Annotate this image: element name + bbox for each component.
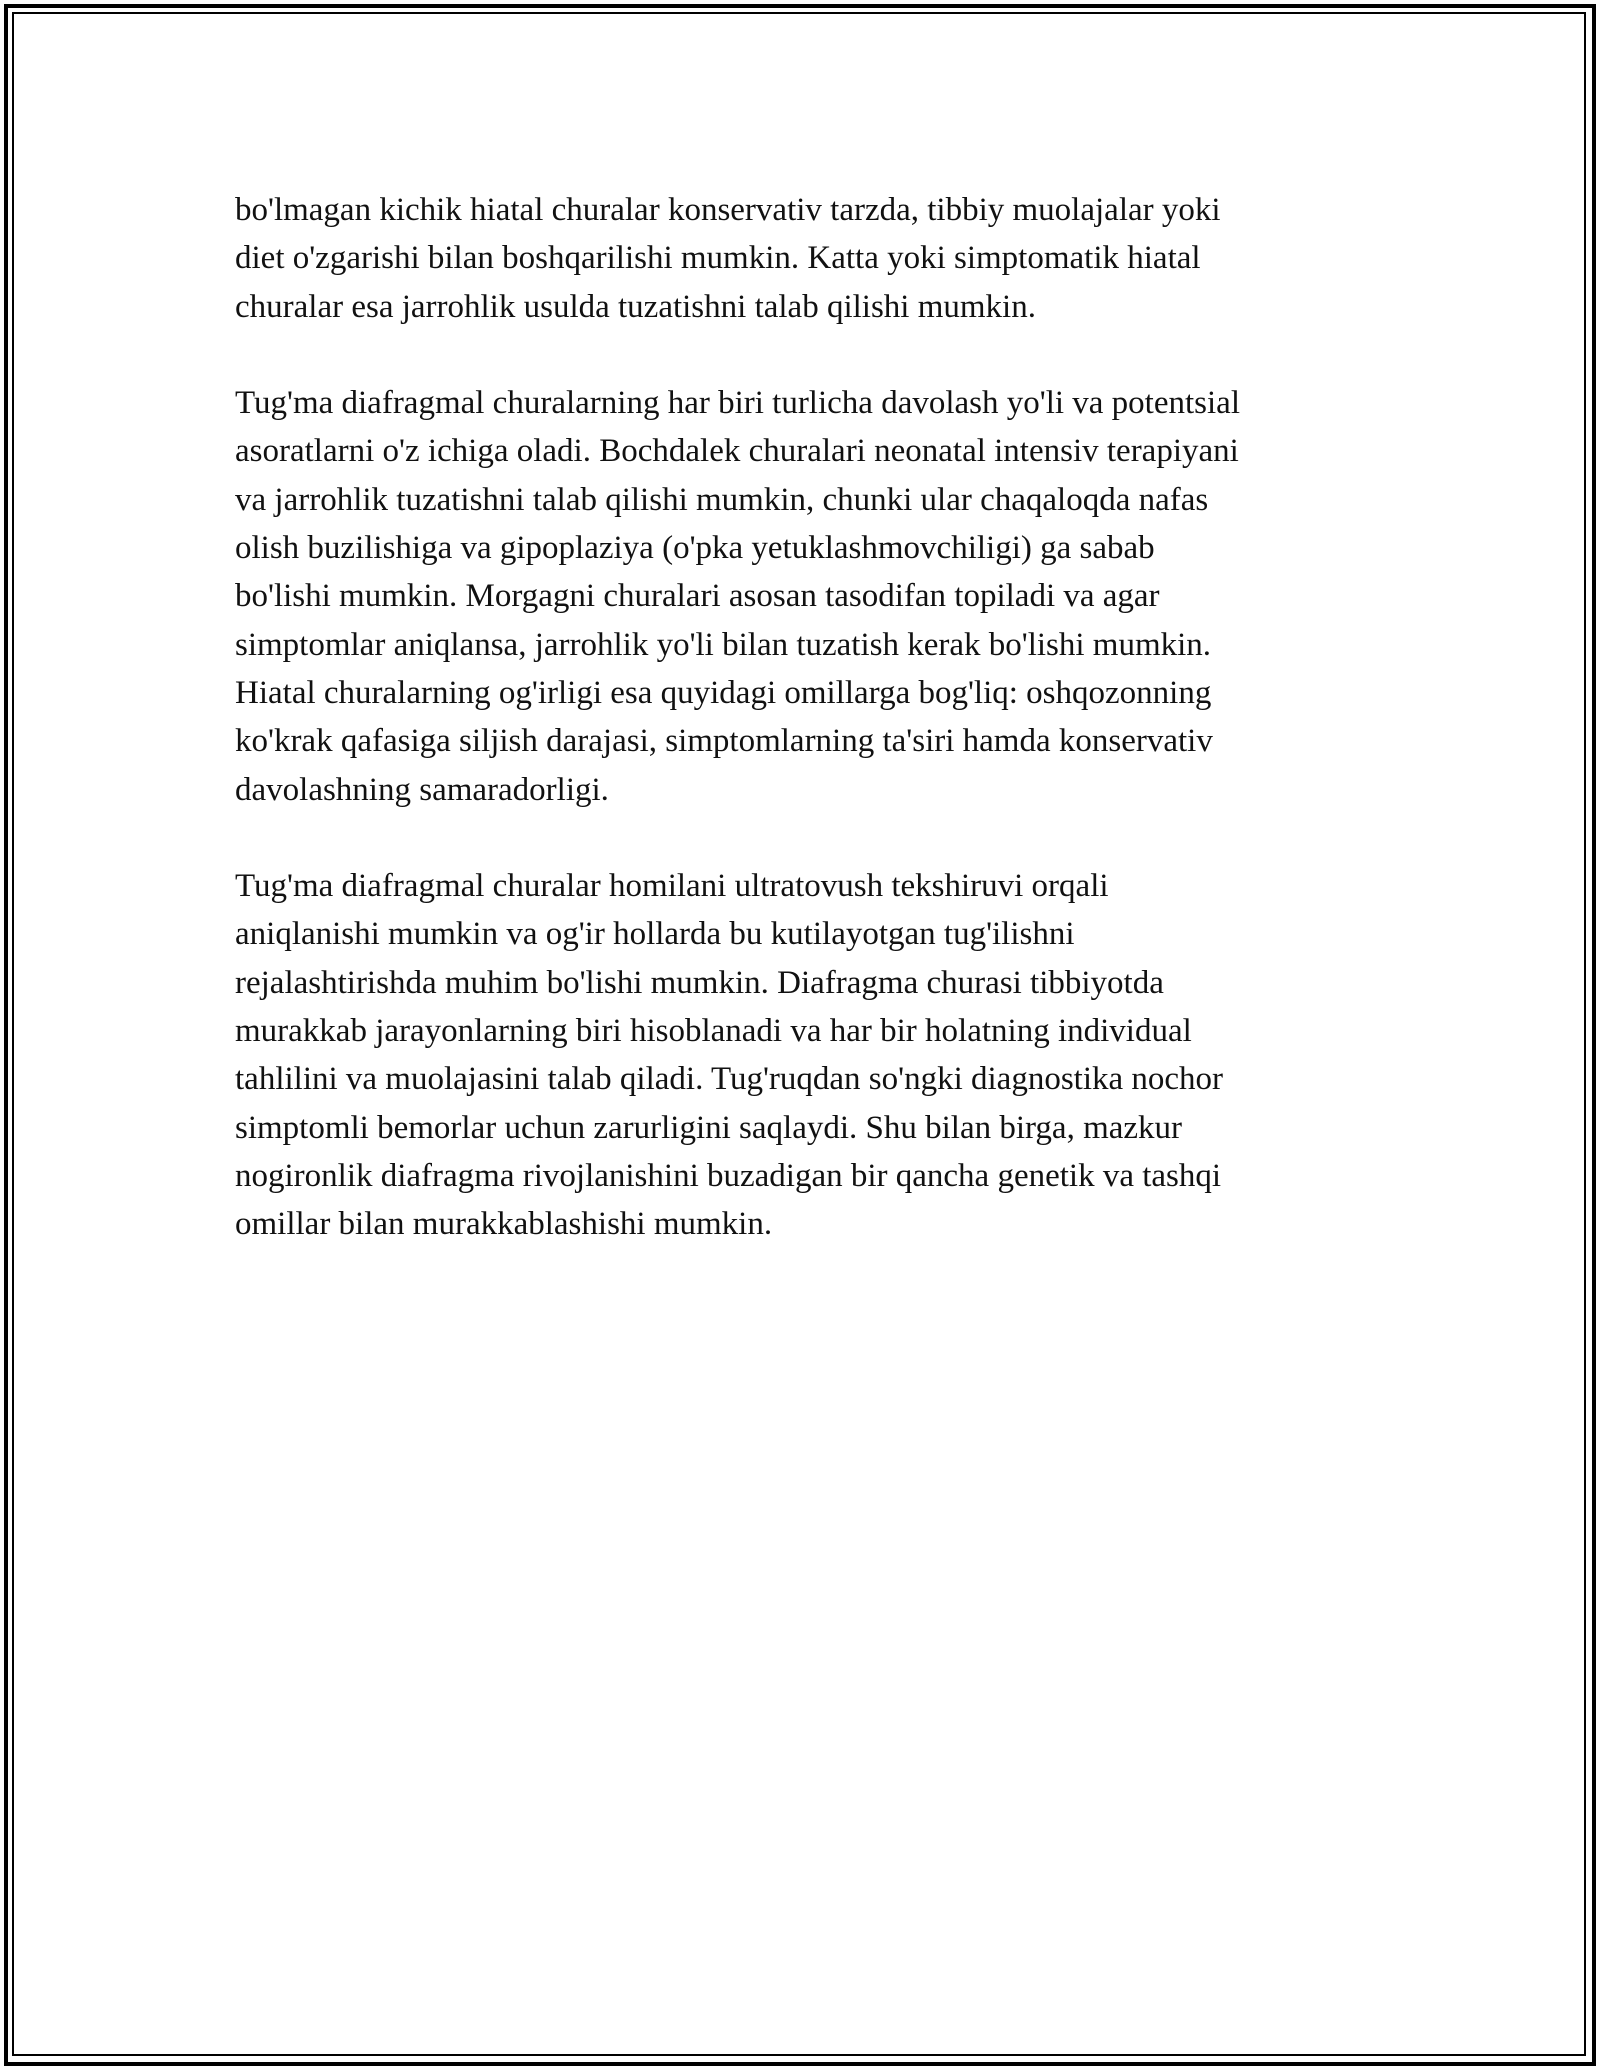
text-line: Hiatal churalarning og'irligi esa quyidagi omillarga bog'liq: oshqozonning — [235, 674, 1212, 711]
paragraph-1 — [235, 186, 1375, 331]
text-line: va jarrohlik tuzatishni talab qilishi mumkin, chunki ular chaqaloqda nafas — [235, 481, 1209, 518]
paragraph-3 — [235, 862, 1375, 1248]
text-line: olish buzilishiga va gipoplaziya (o'pka yetuklashmovchiligi) ga sabab — [235, 530, 1155, 567]
text-line: Tug'ma diafragmal churalarning har biri turlicha davolash yo'li va potentsial — [235, 385, 1240, 422]
text-line: bo'lmagan kichik hiatal churalar konservativ tarzda, tibbiy muolajalar yoki — [235, 192, 1221, 228]
text-line: simptomli bemorlar uchun zarurligini saqlaydi. Shu bilan birga, mazkur — [235, 1109, 1183, 1146]
paragraph-2 — [235, 379, 1375, 814]
text-line: davolashning samaradorligi. — [235, 771, 609, 808]
text-line: murakkab jarayonlarning biri hisoblanadi va har bir holatning individual — [235, 1013, 1192, 1050]
text-line: bo'lishi mumkin. Morgagni churalari asosan tasodifan topiladi va agar — [235, 578, 1160, 615]
text-line: rejalashtirishda muhim bo'lishi mumkin. Diafragma churasi tibbiyotda — [235, 964, 1164, 1001]
text-line: ko'krak qafasiga siljish darajasi, simptomlarning ta'siri hamda konservativ — [235, 723, 1213, 760]
text-line: simptomlar aniqlansa, jarrohlik yo'li bilan tuzatish kerak bo'lishi mumkin. — [235, 626, 1212, 663]
text-line: omillar bilan murakkablashishi mumkin. — [235, 1206, 773, 1243]
text-line: aniqlanishi mumkin va og'ir hollarda bu kutilayotgan tug'ilishni — [235, 916, 1075, 953]
text-line: churalar esa jarrohlik usulda tuzatishni talab qilishi mumkin. — [235, 288, 1036, 325]
text-line: nogironlik diafragma rivojlanishini buzadigan bir qancha genetik va tashqi — [235, 1157, 1222, 1194]
text-line: Tug'ma diafragmal churalar homilani ultratovush tekshiruvi orqali — [235, 868, 1109, 905]
text-line: asoratlarni o'z ichiga oladi. Bochdalek churalari neonatal intensiv terapiyani — [235, 433, 1239, 470]
document-body — [235, 186, 1375, 1297]
text-line: tahlilini va muolajasini talab qiladi. Tug'ruqdan so'ngki diagnostika nochor — [235, 1061, 1224, 1098]
text-line: diet o'zgarishi bilan boshqarilishi mumkin. Katta yoki simptomatik hiatal — [235, 240, 1201, 277]
